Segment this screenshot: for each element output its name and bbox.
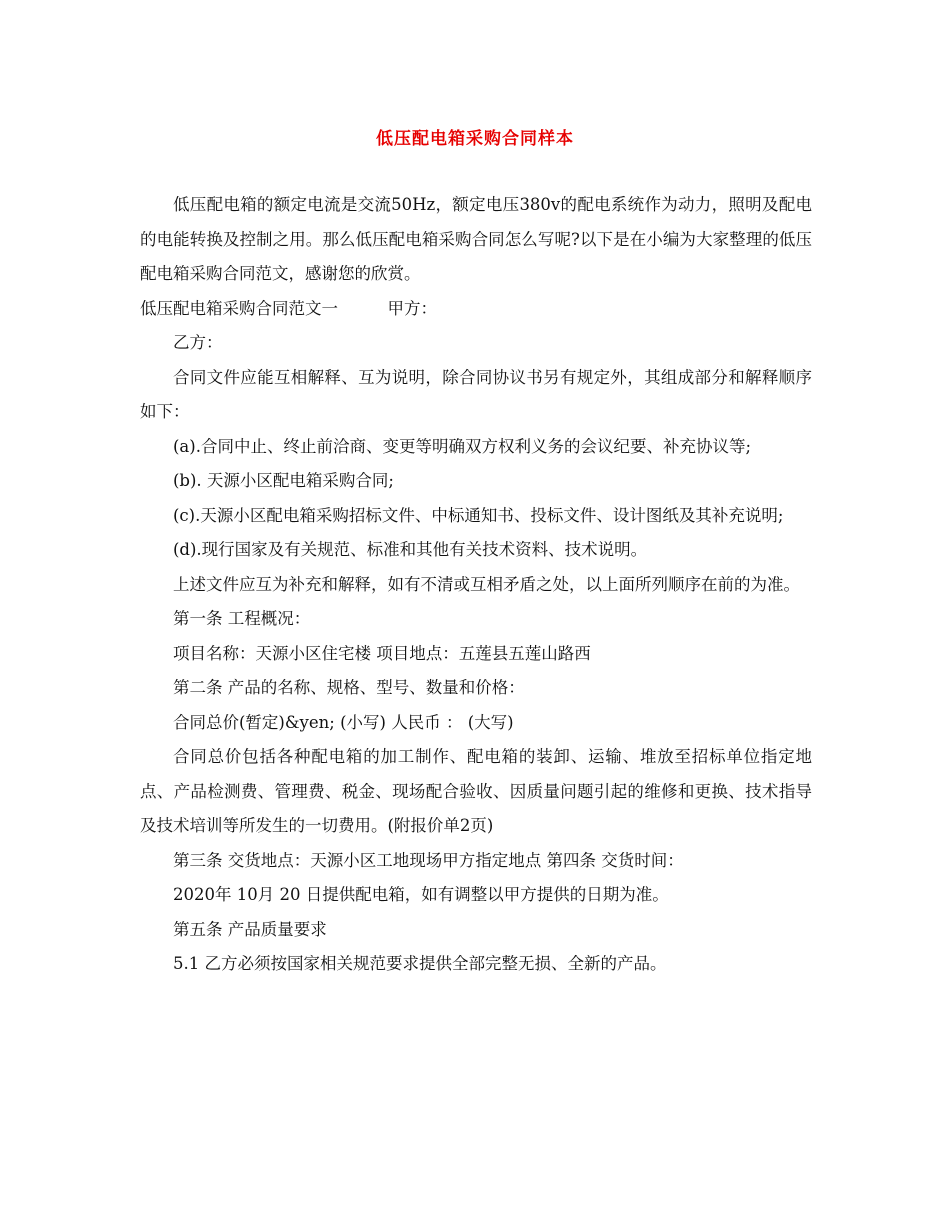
paragraph-item-a: (a).合同中止、终止前洽商、变更等明确双方权利义务的会议纪要、补充协议等; [173, 436, 752, 456]
paragraph-item-d: (d).现行国家及有关规范、标准和其他有关技术资料、技术说明。 [173, 540, 648, 559]
paragraph-article-5: 第五条 产品质量要求 [173, 919, 327, 939]
paragraph-article-2: 第二条 产品的名称、规格、型号、数量和价格： [173, 678, 525, 697]
paragraph-project-info: 项目名称：天源小区住宅楼 项目地点：五莲县五莲山路西 [173, 643, 591, 663]
document-title: 低压配电箱采购合同样本 [376, 129, 574, 149]
paragraph-price-includes: 合同总价包括各种配电箱的加工制作、配电箱的装卸、运输、堆放至招标单位指定地点、产品检测费、管理费、税金、现场配合验收、因质量问题引起的维修和更换、技术指导及技术培训等所发生的一切费用。(附报价单2页) [140, 747, 812, 835]
paragraph-precedence: 上述文件应互为补充和解释，如有不清或互相矛盾之处，以上面所列顺序在前的为准。 [173, 574, 800, 594]
paragraph-article-1: 第一条 工程概况： [173, 609, 311, 628]
paragraph-intro: 低压配电箱的额定电流是交流50Hz，额定电压380v的配电系统作为动力，照明及配电的电能转换及控制之用。那么低压配电箱采购合同怎么写呢?以下是在小编为大家整理的低压配电箱采购合同范文，感谢您的欣赏。 [140, 195, 812, 283]
paragraph-item-b: (b). 天源小区配电箱采购合同; [173, 471, 394, 490]
paragraph-documents-order: 合同文件应能互相解释、互为说明，除合同协议书另有规定外，其组成部分和解释顺序如下： [140, 367, 812, 421]
paragraph-item-c: (c).天源小区配电箱采购招标文件、中标通知书、投标文件、设计图纸及其补充说明; [173, 505, 784, 525]
paragraph-party-b: 乙方： [173, 333, 223, 352]
paragraph-clause-5-1: 5.1 乙方必须按国家相关规范要求提供全部完整无损、全新的产品。 [173, 954, 667, 973]
paragraph-total-price: 合同总价(暂定)&yen; (小写) 人民币 ： (大写) [173, 712, 514, 732]
paragraph-contract-heading: 低压配电箱采购合同范文一 甲方： [140, 298, 437, 318]
document-body [140, 188, 812, 982]
paragraph-article-3-4: 第三条 交货地点：天源小区工地现场甲方指定地点 第四条 交货时间： [173, 850, 684, 870]
paragraph-delivery-date: 2020年 10月 20 日提供配电箱，如有调整以甲方提供的日期为准。 [173, 885, 669, 904]
